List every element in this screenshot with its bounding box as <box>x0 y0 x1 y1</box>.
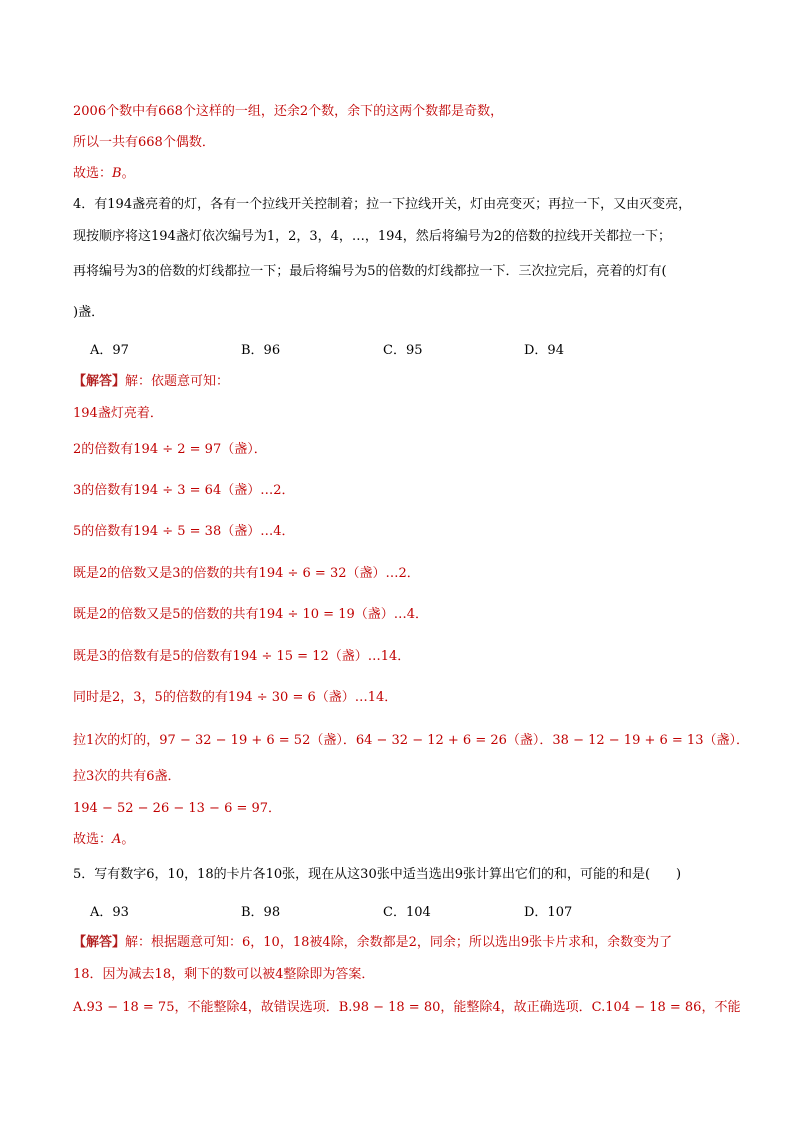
q5-option-b: B．98 <box>241 905 281 920</box>
prev-answer-line-2: 所以一共有668个偶数． <box>73 135 215 150</box>
q5-answer-line-3: A.93 − 18 = 75，不能整除4，故错误选项．B.98 − 18 = 80，能整除4，故正确选项．C.104 − 18 = 86，不能 <box>73 1000 741 1015</box>
q4-choice-line <box>73 831 134 849</box>
q4-option-c: C．95 <box>383 343 423 358</box>
q4-stem-line-3: 再将编号为3的倍数的灯线都拉一下；最后将编号为5的倍数的灯线都拉一下．三次拉完后，亮着的灯有( <box>73 264 667 279</box>
q4-stem-line-2: 现按顺序将这194盏灯依次编号为1，2，3，4，…，194，然后将编号为2的倍数的拉线开关都拉一下； <box>73 229 671 244</box>
q4-choice-prefix: 故选： <box>73 832 113 847</box>
q4-solution-line-5: 既是2的倍数又是3的倍数的共有194 ÷ 6 = 32（盏）…2． <box>73 566 420 581</box>
q4-answer-tag: 【解答】 <box>73 374 126 389</box>
q4-option-d: D．94 <box>524 343 564 358</box>
q5-option-a: A．93 <box>90 905 129 920</box>
q5-option-d: D．107 <box>524 905 573 920</box>
q5-stem: 5．写有数字6，10，18的卡片各10张，现在从这30张中适当选出9张计算出它们的和，可能的和是( ) <box>73 867 682 882</box>
q4-solution-line-4: 5的倍数有194 ÷ 5 = 38（盏）…4． <box>73 524 295 539</box>
q4-solution-line-1: 194盏灯亮着． <box>73 406 163 421</box>
q4-option-a: A．97 <box>90 343 129 358</box>
q4-solution-line-7: 既是3的倍数有是5的倍数有194 ÷ 15 = 12（盏）…14． <box>73 649 411 664</box>
q4-solution-line-8: 同时是2，3，5的倍数的有194 ÷ 30 = 6（盏）…14． <box>73 690 398 705</box>
q4-choice-suffix: 。 <box>121 832 135 847</box>
q5-answer-tag: 【解答】 <box>73 935 126 950</box>
q4-answer-intro: 解：依题意可知： <box>125 374 230 389</box>
q5-answer-line-2: 18．因为减去18，剩下的数可以被4整除即为答案． <box>73 967 375 982</box>
q4-solution-line-2: 2的倍数有194 ÷ 2 = 97（盏）． <box>73 442 267 457</box>
q4-solution-line-3: 3的倍数有194 ÷ 3 = 64（盏）…2． <box>73 483 295 498</box>
prev-answer-line-1: 2006个数中有668个这样的一组，还余2个数，余下的这两个数都是奇数， <box>73 104 504 119</box>
q4-answer-header <box>73 373 229 391</box>
prev-choice-line <box>73 165 135 183</box>
q5-answer-text-1: 解：根据题意可知：6，10，18被4除，余数都是2，同余；所以选出9张卡片求和，余数变为了 <box>125 935 673 950</box>
q5-option-c: C．104 <box>383 905 431 920</box>
q4-solution-line-10: 拉3次的共有6盏． <box>73 769 181 784</box>
prev-choice-prefix: 故选： <box>73 166 113 181</box>
q4-stem-line-1: 4．有194盏亮着的灯，各有一个拉线开关控制着；拉一下拉线开关，灯由亮变灭；再拉一下，又由灭变亮， <box>73 197 692 212</box>
q4-stem-line-4: )盏． <box>73 305 105 320</box>
prev-choice-answer: B <box>112 166 122 181</box>
q4-solution-line-11: 194 − 52 − 26 − 13 − 6 = 97． <box>73 801 282 816</box>
q4-option-b: B．96 <box>241 343 281 358</box>
q5-answer-line-1 <box>73 934 672 952</box>
q4-choice-answer: A <box>112 832 122 847</box>
q4-solution-line-6: 既是2的倍数又是5的倍数的共有194 ÷ 10 = 19（盏）…4． <box>73 607 429 622</box>
q4-solution-line-9: 拉1次的灯的，97 − 32 − 19 + 6 = 52（盏）．64 − 32 − 12 + 6 = 26（盏）．38 − 12 − 19 + 6 = 13（盏）． <box>73 733 749 748</box>
prev-choice-suffix: 。 <box>121 166 135 181</box>
